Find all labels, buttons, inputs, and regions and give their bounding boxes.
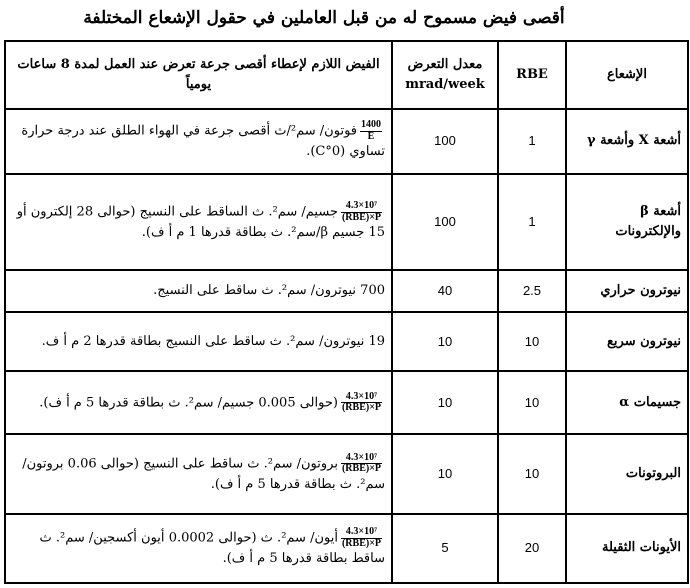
radiation-type-cell: الأيونات الثقيلة [566,514,688,583]
table-row [5,109,688,174]
flux-cell [5,312,392,371]
fraction-numerator: 4.3×10⁷ [341,527,382,539]
table-body [5,109,688,583]
flux-fraction [341,201,382,223]
fraction-numerator: 1400 [361,119,381,131]
flux-cell [5,270,392,312]
fraction-denominator: (RBE)×P [341,537,381,549]
radiation-type-cell: البروتونات [566,434,688,514]
table-row [5,371,688,434]
flux-fraction [341,527,382,549]
rbe-cell: 20 [498,514,566,583]
radiation-flux-table [4,40,689,584]
flux-cell [5,371,392,434]
fraction-numerator: 4.3×10⁷ [341,392,382,404]
rbe-cell: 1 [498,174,566,270]
radiation-type-cell: أشعة X وأشعة γ [566,109,688,174]
exposure-rate-cell: 40 [392,270,498,312]
radiation-type-cell: أشعة β والإلكترونات [566,174,688,270]
rbe-cell: 1 [498,109,566,174]
flux-fraction [341,392,382,414]
exposure-rate-cell: 10 [392,371,498,434]
flux-description: جسيم/ سم². ث الساقط على النسيج (حوالى 28 إلكترون أو 15 جسيم β/سم². ث بطاقة قدرها 1 م أ ف). [16,204,385,241]
header-rate [392,41,498,109]
fraction-denominator: (RBE)×P [341,402,381,414]
radiation-type-cell: جسيمات α [566,371,688,434]
table-title: أقصى فيض مسموح له من قبل العاملين في حقول الإشعاع المختلفة [83,8,565,28]
rbe-cell: 2.5 [498,270,566,312]
fraction-denominator: (RBE)×P [341,463,381,475]
flux-description: فوتون/ سم²/ث أقصى جرعة في الهواء الطلق عند درجة حرارة تساوي (0°C). [21,123,385,160]
flux-description: أيون/ سم². ث (حوالى 0.0002 أيون أكسجين/ سم². ث ساقط بطاقة قدرها 5 م أ ف). [39,530,385,567]
table-row [5,174,688,270]
flux-description: (حوالى 0.005 جسيم/ سم². ث بطاقة قدرها 5 م أ ف). [39,395,338,411]
fraction-numerator: 4.3×10⁷ [341,453,382,465]
flux-description: بروتون/ سم². ث ساقط على النسيج (حوالى 0.06 بروتون/ سم². ث بطاقة قدرها 5 م أ ف). [22,456,385,492]
flux-cell [5,434,392,514]
table-row [5,270,688,312]
radiation-type-cell: نيوترون سريع [566,312,688,371]
flux-fraction [341,453,382,475]
fraction-denominator: E [367,130,375,142]
header-radiation: الإشعاع [566,41,688,109]
radiation-type-cell: نيوترون حراري [566,270,688,312]
exposure-rate-cell: 10 [392,434,498,514]
rbe-cell: 10 [498,312,566,371]
header-rate-unit: mrad/week [405,77,485,92]
exposure-rate-cell: 100 [392,174,498,270]
flux-fraction [360,120,382,142]
flux-description: 19 نيوترون/ سم². ث ساقط على النسيج بطاقة قدرها 2 م أ ف. [41,333,385,349]
fraction-denominator: (RBE)×P [341,211,381,223]
flux-cell [5,174,392,270]
exposure-rate-cell: 5 [392,514,498,583]
flux-description: 700 نيوترون/ سم². ث ساقط على النسيج. [153,283,385,299]
table-header-row [5,41,688,109]
fraction-numerator: 4.3×10⁷ [341,201,382,213]
exposure-rate-cell: 10 [392,312,498,371]
exposure-rate-cell: 100 [392,109,498,174]
table-row [5,514,688,583]
flux-cell [5,514,392,583]
table-row [5,312,688,371]
header-flux: الفيض اللازم لإعطاء أقصى جرعة تعرض عند العمل لمدة 8 ساعات يومياً [5,41,392,109]
header-rbe: RBE [498,41,566,109]
table-row [5,434,688,514]
flux-cell [5,109,392,174]
rbe-cell: 10 [498,371,566,434]
rbe-cell: 10 [498,434,566,514]
header-rate-label: معدل التعرض [407,56,483,72]
